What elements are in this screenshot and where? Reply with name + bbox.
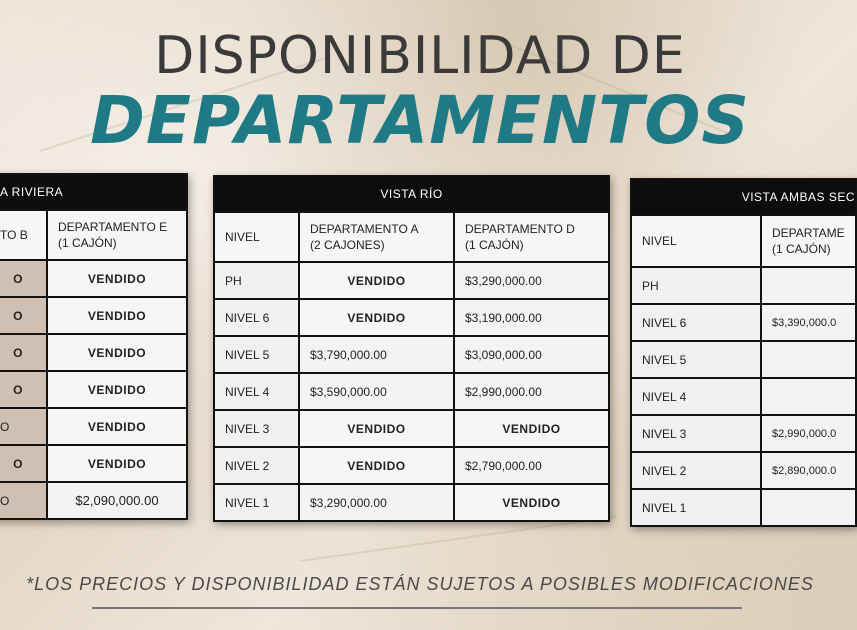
price-cell: $2,090,000.00 <box>47 482 187 519</box>
table-cell: O <box>0 482 47 519</box>
column-header: NIVEL <box>214 212 299 262</box>
price-cell: $3,190,000.00 <box>454 299 609 336</box>
price-cell: $3,390,000.0 <box>761 304 856 341</box>
sold-cell: VENDIDO <box>299 299 454 336</box>
price-cell <box>761 378 856 415</box>
price-cell: $3,290,000.00 <box>454 262 609 299</box>
level-cell: NIVEL 2 <box>631 452 761 489</box>
price-cell: $3,090,000.00 <box>454 336 609 373</box>
table-cell: O <box>0 408 47 445</box>
sold-cell: VENDIDO <box>47 260 187 297</box>
table-caption: VISTA AMBAS SEC <box>631 179 856 215</box>
column-header: NIVEL <box>631 215 761 267</box>
price-cell: $2,990,000.00 <box>454 373 609 410</box>
vista-ambas-table <box>630 178 857 527</box>
table-cell: O <box>0 445 47 482</box>
riviera-table <box>0 173 188 520</box>
level-cell: NIVEL 2 <box>214 447 299 484</box>
divider <box>92 607 742 609</box>
price-cell <box>761 489 856 526</box>
level-cell: PH <box>631 267 761 304</box>
sold-cell: VENDIDO <box>47 445 187 482</box>
column-header: DEPARTAMENTO D (1 CAJÓN) <box>454 212 609 262</box>
level-cell: NIVEL 3 <box>631 415 761 452</box>
table-cell: O <box>0 297 47 334</box>
sold-cell: VENDIDO <box>47 334 187 371</box>
column-header: DEPARTAMENTO E (1 CAJÓN) <box>47 210 187 260</box>
price-cell: $2,990,000.0 <box>761 415 856 452</box>
price-cell: $3,290,000.00 <box>299 484 454 521</box>
sold-cell: VENDIDO <box>299 447 454 484</box>
column-header: DEPARTAME (1 CAJÓN) <box>761 215 856 267</box>
page-title-line1: DISPONIBILIDAD DE <box>154 26 686 86</box>
sold-cell: VENDIDO <box>47 371 187 408</box>
level-cell: NIVEL 1 <box>214 484 299 521</box>
disclaimer-footnote: *LOS PRECIOS Y DISPONIBILIDAD ESTÁN SUJETOS A POSIBLES MODIFICACIONES <box>26 574 814 594</box>
level-cell: NIVEL 4 <box>631 378 761 415</box>
sold-cell: VENDIDO <box>454 410 609 447</box>
sold-cell: VENDIDO <box>299 262 454 299</box>
table-caption: A RIVIERA <box>0 174 187 210</box>
sold-cell: VENDIDO <box>47 297 187 334</box>
marble-vein <box>300 515 617 562</box>
level-cell: PH <box>214 262 299 299</box>
level-cell: NIVEL 6 <box>631 304 761 341</box>
level-cell: NIVEL 6 <box>214 299 299 336</box>
table-cell: O <box>0 334 47 371</box>
level-cell: NIVEL 1 <box>631 489 761 526</box>
vista-rio-table <box>213 175 610 522</box>
price-cell <box>761 341 856 378</box>
level-cell: NIVEL 3 <box>214 410 299 447</box>
price-cell: $2,790,000.00 <box>454 447 609 484</box>
table-cell: O <box>0 371 47 408</box>
column-header: TO B <box>0 210 47 260</box>
price-cell <box>761 267 856 304</box>
column-header: DEPARTAMENTO A (2 CAJONES) <box>299 212 454 262</box>
table-caption: VISTA RÍO <box>214 176 609 212</box>
price-cell: $3,590,000.00 <box>299 373 454 410</box>
price-cell: $2,890,000.0 <box>761 452 856 489</box>
level-cell: NIVEL 4 <box>214 373 299 410</box>
sold-cell: VENDIDO <box>47 408 187 445</box>
sold-cell: VENDIDO <box>299 410 454 447</box>
price-cell: $3,790,000.00 <box>299 336 454 373</box>
sold-cell: VENDIDO <box>454 484 609 521</box>
table-cell: O <box>0 260 47 297</box>
page-title-line2: DEPARTAMENTOS <box>90 82 750 159</box>
level-cell: NIVEL 5 <box>214 336 299 373</box>
level-cell: NIVEL 5 <box>631 341 761 378</box>
